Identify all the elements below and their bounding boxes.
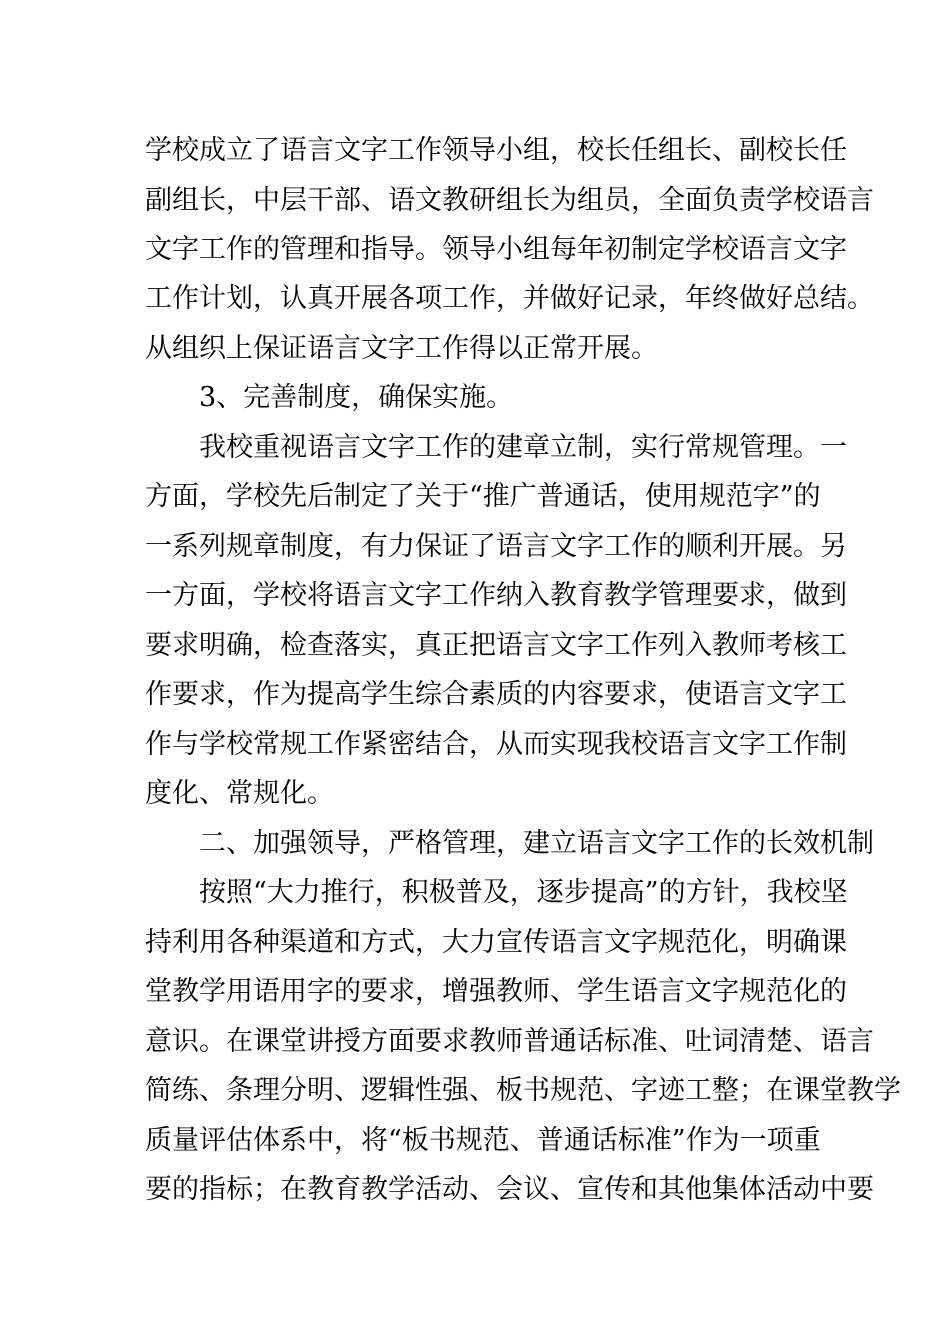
text-line: 质量评估体系中，将“板书规范、普通话标准”作为一项重 xyxy=(145,1125,821,1156)
text-line: 意识。在课堂讲授方面要求教师普通话标准、吐词清楚、语言 xyxy=(145,1026,874,1057)
text-line: 学校成立了语言文字工作领导小组，校长任组长、副校长任 xyxy=(145,135,847,166)
text-line: 简练、条理分明、逻辑性强、板书规范、字迹工整；在课堂教学 xyxy=(145,1075,901,1106)
text-line: 文字工作的管理和指导。领导小组每年初制定学校语言文字 xyxy=(145,234,847,265)
text-line: 副组长，中层干部、语文教研组长为组员，全面负责学校语言 xyxy=(145,185,874,216)
text-line: 作要求，作为提高学生综合素质的内容要求，使语言文字工 xyxy=(145,679,847,710)
text-line: 要求明确，检查落实，真正把语言文字工作列入教师考核工 xyxy=(145,630,847,661)
text-line: 一方面，学校将语言文字工作纳入教育教学管理要求，做到 xyxy=(145,580,847,611)
text-line: 堂教学用语用字的要求，增强教师、学生语言文字规范化的 xyxy=(145,976,847,1007)
text-line: 方面，学校先后制定了关于“推广普通话，使用规范字”的 xyxy=(145,481,821,512)
text-line: 持利用各种渠道和方式，大力宣传语言文字规范化，明确课 xyxy=(145,927,847,958)
text-line: 一系列规章制度，有力保证了语言文字工作的顺利开展。另 xyxy=(145,531,847,562)
text-line: 要的指标；在教育教学活动、会议、宣传和其他集体活动中要 xyxy=(145,1174,874,1205)
text-line: 作与学校常规工作紧密结合，从而实现我校语言文字工作制 xyxy=(145,729,847,760)
section-heading: 二、加强领导，严格管理，建立语言文字工作的长效机制 xyxy=(199,828,874,859)
text-line: 我校重视语言文字工作的建章立制，实行常规管理。一 xyxy=(199,432,847,463)
text-line: 按照“大力推行，积极普及，逐步提高”的方针，我校坚 xyxy=(199,877,848,908)
text-line: 从组织上保证语言文字工作得以正常开展。 xyxy=(145,333,658,364)
text-line: 度化、常规化。 xyxy=(145,778,334,809)
section-heading: 3、完善制度，确保实施。 xyxy=(199,382,514,413)
text-line: 工作计划，认真开展各项工作，并做好记录，年终做好总结。 xyxy=(145,283,874,314)
